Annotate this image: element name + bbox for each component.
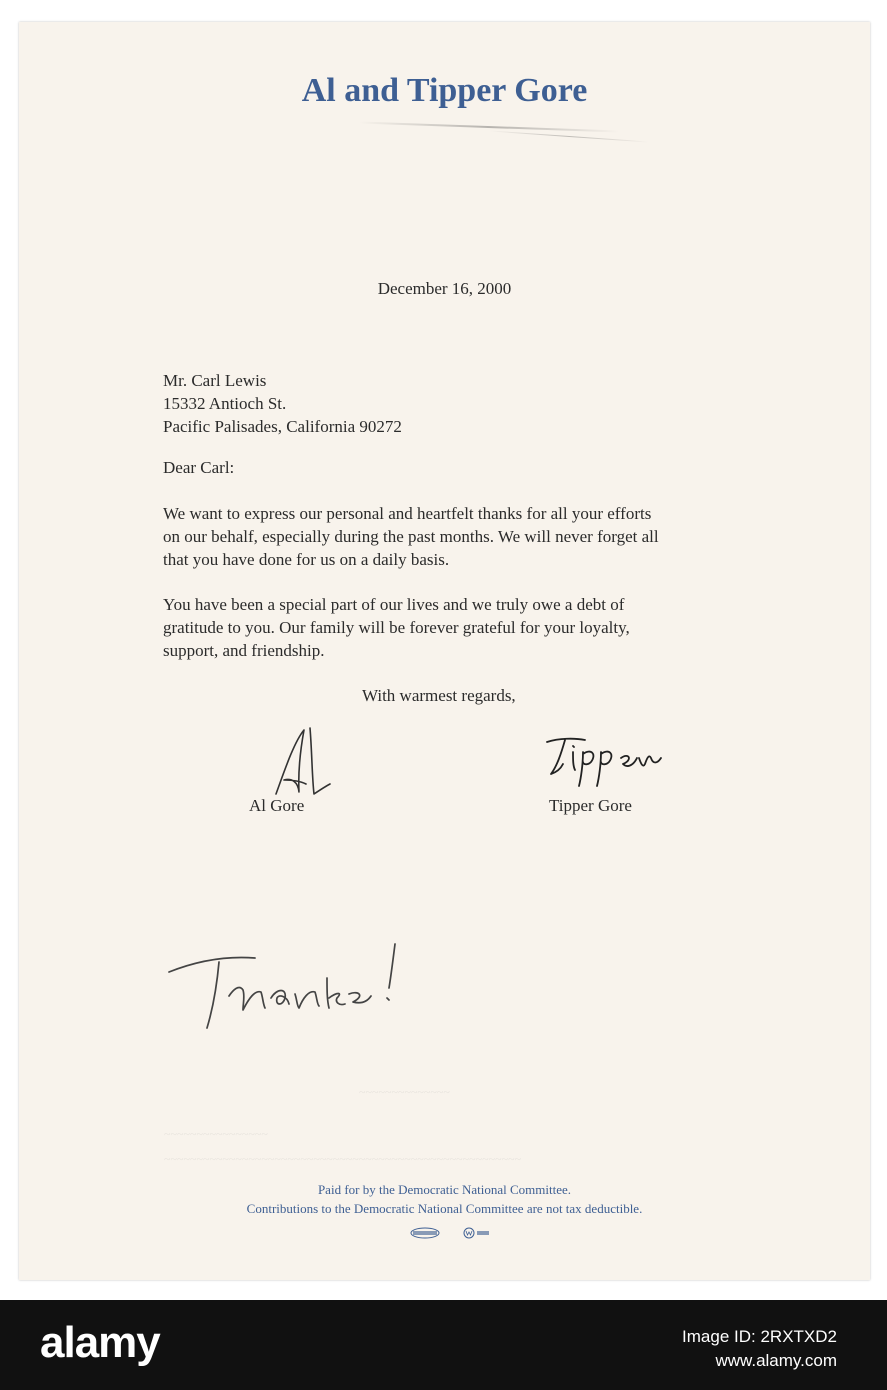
footer-disclaimer <box>19 1180 870 1218</box>
image-id-label: Image ID: 2RXTXD2 <box>682 1327 837 1346</box>
paragraph-line: gratitude to you. Our family will be forever grateful for your loyalty, <box>163 618 630 637</box>
al-gore-name: Al Gore <box>249 796 305 815</box>
paragraph-line: support, and friendship. <box>163 641 325 660</box>
closing: With warmest regards, <box>362 686 516 705</box>
letter-date: December 16, 2000 <box>377 279 512 298</box>
tipper-signature <box>539 728 689 788</box>
watermark-site: www.alamy.com <box>715 1351 837 1370</box>
recipient-city: Pacific Palisades, California 90272 <box>163 417 402 436</box>
paragraph-2 <box>163 593 723 662</box>
letterhead-title: Al and Tipper Gore <box>301 72 588 109</box>
recipient-street: 15332 Antioch St. <box>163 394 287 413</box>
bleed-through-mark: ~~~~~~~~~~~~~~~~~~~~~~~~~~~~~~~~~~~~~~~~~~~~~~~~~~~~~~~ <box>164 1152 522 1166</box>
tipper-gore-name: Tipper Gore <box>549 796 632 815</box>
footer-line-1: Paid for by the Democratic National Committee. <box>317 1182 572 1197</box>
bleed-through-mark: ~~~~~~~~~~~~~~ <box>359 1085 450 1099</box>
salutation: Dear Carl: <box>163 458 235 477</box>
watermark-info <box>682 1325 837 1373</box>
paragraph-line: We want to express our personal and heartfelt thanks for all your efforts <box>163 504 652 523</box>
paragraph-line: on our behalf, especially during the past months. We will never forget all <box>163 527 659 546</box>
recipient-name: Mr. Carl Lewis <box>163 371 267 390</box>
paragraph-line: You have been a special part of our lives and we truly owe a debt of <box>163 595 625 614</box>
al-signature <box>254 722 344 802</box>
handwritten-thanks-note <box>159 932 419 1052</box>
paragraph-line: that you have done for us on a daily basis. <box>163 550 450 569</box>
recipient-address <box>163 369 402 438</box>
letter-paper <box>19 22 870 1280</box>
union-print-bug-icon <box>395 1226 495 1240</box>
alamy-logo: alamy <box>40 1318 160 1367</box>
footer-line-2: Contributions to the Democratic National Committee are not tax deductible. <box>246 1201 643 1216</box>
bleed-through-mark: ~~~~~~~~~~~~~~~~ <box>164 1127 268 1141</box>
paper-crease <box>489 130 649 142</box>
paragraph-1 <box>163 502 763 571</box>
